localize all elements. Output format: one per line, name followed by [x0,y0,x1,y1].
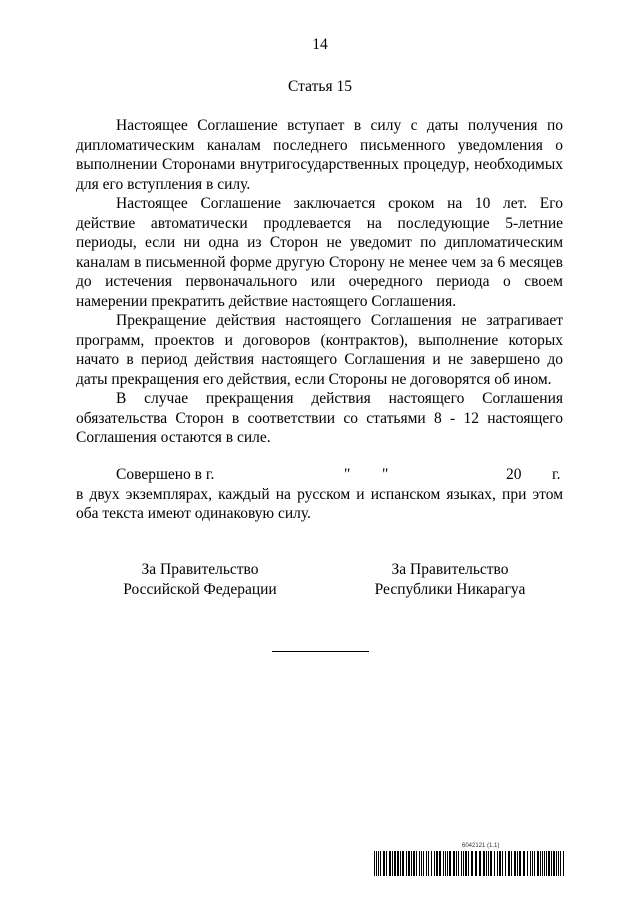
paragraph-entry-into-force: Настоящее Соглашение вступает в силу с даты получения по дипломатическим каналам последнего письменного уведомления о выполнении Сторонами внутригосударственных процедур, необходимых для его вступления в силу. [76,117,563,193]
barcode-stripe [431,851,432,876]
barcode-stripe [456,851,457,876]
barcode-stripe [376,851,377,876]
barcode-stripe [551,851,552,876]
signature-block-nicaragua [340,560,560,599]
barcode-stripe [523,851,525,876]
barcode-stripe [380,851,381,876]
barcode-stripe [530,851,531,876]
barcode-stripe [402,851,404,876]
signature-label: За Правительство [141,561,259,578]
barcode-stripe [406,851,407,876]
barcode-stripe [468,851,469,876]
end-rule [272,651,369,652]
barcode-stripe [461,851,462,876]
barcode-stripe [378,851,379,876]
signature-label: За Правительство [391,561,509,578]
barcode-stripe [546,851,547,876]
barcode-stripe [553,851,555,876]
barcode-stripe [499,851,501,876]
barcode-stripe [560,851,561,876]
barcode-stripe [563,851,564,876]
barcode-stripe [428,851,429,876]
completion-tail: в двух экземплярах, каждый на русском и испанском языках, при этом оба текста имеют одинаковую силу. [76,485,563,522]
barcode [374,851,564,876]
barcode-stripe [408,851,410,876]
barcode-stripe [434,851,435,876]
barcode-stripe [475,851,477,876]
quote-close: " [382,466,389,483]
barcode-stripe [386,851,387,876]
barcode-stripe [449,851,451,876]
page-number: 14 [312,36,328,53]
completion-row [76,465,563,485]
barcode-stripe [423,851,424,876]
barcode-stripe [443,851,444,876]
barcode-stripe [411,851,412,876]
barcode-stripe [453,851,455,876]
completion-clause [76,465,563,524]
barcode-stripe [494,851,495,876]
barcode-stripe [394,851,396,876]
barcode-stripe [426,851,427,876]
barcode-stripe [389,851,391,876]
barcode-stripe [479,851,481,876]
barcode-stripe [511,851,512,876]
barcode-stripe [419,851,420,876]
barcode-stripe [517,851,518,876]
signature-party: Республики Никарагуа [374,580,526,598]
barcode-stripe [374,851,375,876]
paragraph-term: Настоящее Соглашение заключается сроком на 10 лет. Его действие автоматически продлевается на последующие 5-летние периоды, если ни одна из Сторон не уведомит по дипломатическим каналам в письменной форме другую Сторону не менее чем за 6 месяцев до истечения первоначального или очередного периода о своем намерении прекратить действие настоящего Соглашения. [76,195,563,310]
paragraph-termination-effects: Прекращение действия настоящего Соглашения не затрагивает программ, проектов и договоров (контрактов), выполнение которых начато в период действия настоящего Соглашения и не завершено до даты прекращения его действия, если Стороны не договорятся об ином. [76,312,563,388]
barcode-number: 6042121 (1.1) [462,843,500,849]
barcode-stripe [436,851,438,876]
barcode-stripe [537,851,539,876]
barcode-stripe [421,851,422,876]
barcode-stripe [471,851,473,876]
barcode-stripe [556,851,557,876]
quote-open: " [344,466,351,483]
barcode-stripe [400,851,401,876]
paragraph-surviving-obligations: В случае прекращения действия настоящего Соглашения обязательства Сторон в соответствии со статьями 8 - 12 настоящего Соглашения остаются в силе. [76,390,563,446]
barcode-stripe [465,851,467,876]
barcode-stripe [490,851,492,876]
barcode-stripe [544,851,545,876]
barcode-stripe [548,851,550,876]
barcode-stripe [413,851,415,876]
barcode-stripe [445,851,446,876]
barcode-stripe [519,851,521,876]
barcode-stripe [505,851,506,876]
barcode-stripe [508,851,510,876]
year-suffix: г. [552,466,561,483]
barcode-stripe [397,851,399,876]
barcode-stripe [532,851,533,876]
barcode-stripe [383,851,385,876]
barcode-stripe [463,851,464,876]
barcode-stripe [392,851,393,876]
signature-party: Российской Федерации [123,580,277,598]
barcode-stripe [534,851,535,876]
barcode-stripe [486,851,487,876]
barcode-stripe [497,851,498,876]
barcode-stripe [458,851,459,876]
done-in-label: Совершено в г. [116,466,215,483]
barcode-stripe [488,851,489,876]
article-body [76,116,563,448]
signature-block-russia [90,560,310,599]
year-prefix: 20 [506,466,522,483]
article-title: Статья 15 [288,78,352,95]
barcode-stripe [502,851,503,876]
barcode-stripe [514,851,516,876]
barcode-stripe [542,851,543,876]
barcode-stripe [447,851,448,876]
barcode-stripe [483,851,485,876]
barcode-stripe [439,851,441,876]
barcode-stripe [558,851,559,876]
barcode-stripe [527,851,528,876]
barcode-stripe [416,851,417,876]
barcode-stripe [540,851,541,876]
